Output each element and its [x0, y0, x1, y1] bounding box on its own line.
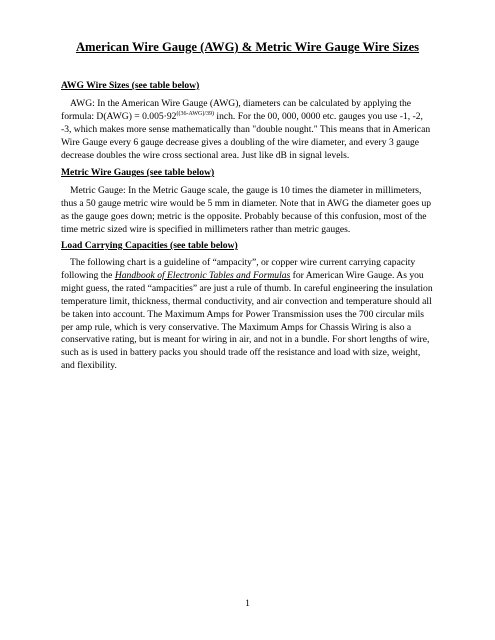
- paragraph-awg: [61, 98, 433, 163]
- paragraph-awg-exponent: ((36-AWG)/39): [176, 110, 214, 117]
- handbook-link[interactable]: Handbook of Electronic Tables and Formulas: [114, 269, 291, 281]
- section-heading-awg: AWG Wire Sizes (see table below): [61, 80, 200, 91]
- paragraph-awg-text-1: AWG: In the American Wire Gauge (AWG), diameters can be calculated by applying the formula: D(AWG) = 0.005·92: [61, 98, 412, 122]
- paragraph-load: [61, 257, 433, 373]
- page-number: 1: [245, 598, 250, 609]
- section-heading-metric: Metric Wire Gauges (see table below): [61, 167, 215, 178]
- paragraph-awg-text-2: inch. For the 00, 000, 0000 etc. gauges you use -1, -2, -3, which makes more sense mathematically than "double nought." This means that in American Wire Gauge every 6 gauge decrease gives a doubling of the wire diameter, and every 3 gauge decrease doubles the wire cross sectional area. Just like dB in signal levels.: [61, 110, 431, 161]
- document-title: American Wire Gauge (AWG) & Metric Wire Gauge Wire Sizes: [75, 40, 420, 54]
- section-heading-load: Load Carrying Capacities (see table below): [61, 240, 238, 251]
- paragraph-load-text-2: for American Wire Gauge. As you might guess, the rated “ampacities” are just a rule of thumb. In careful engineering the insulation temperature limit, thickness, thermal conductivity, and air convection and temperature should all be taken into account. The Maximum Amps for Power Transmission uses the 700 circular mils per amp rule, which is very conservative. The Maximum Amps for Chassis Wiring is also a conservative rating, but is meant for wiring in air, and not in a bundle. For short lengths of wire, such as is used in battery packs you should trade off the resistance and load with size, weight, and flexibility.: [61, 269, 433, 372]
- paragraph-load-text-1: The following chart is a guideline of “ampacity”, or copper wire current carrying capacity following the: [61, 257, 416, 281]
- paragraph-metric: Metric Gauge: In the Metric Gauge scale, the gauge is 10 times the diameter in millimeters, thus a 50 gauge metric wire would be 5 mm in diameter. Note that in AWG the diameter goes up as the gauge goes down; metric is the opposite. Probably because of this confusion, most of the time metric sized wire is specified in millimeters rather than metric gauges.: [61, 185, 432, 235]
